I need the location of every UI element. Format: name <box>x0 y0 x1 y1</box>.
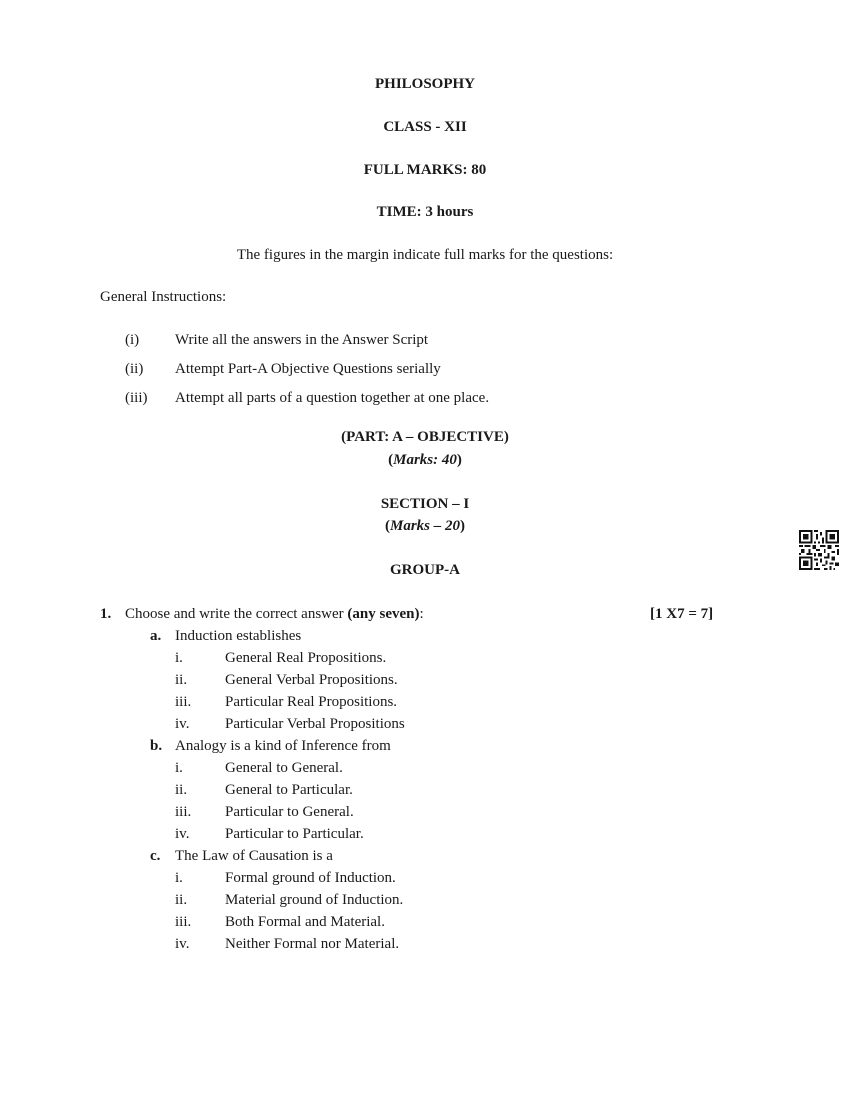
subject-title: PHILOSOPHY <box>374 76 475 92</box>
time-allowed: TIME: 3 hours <box>376 204 474 220</box>
instructions-heading: General Instructions: <box>100 289 227 305</box>
option-number: iv. <box>175 936 190 952</box>
instruction-text: Attempt Part-A Objective Questions serially <box>175 361 441 377</box>
option-number: i. <box>175 650 183 666</box>
question-part-label: a. <box>150 628 162 644</box>
option-number: i. <box>175 760 183 776</box>
full-marks: FULL MARKS: 80 <box>363 162 487 178</box>
question-marks: [1 X7 = 7] <box>650 606 714 622</box>
option-number: iv. <box>175 716 190 732</box>
group-title: GROUP-A <box>390 562 460 578</box>
question-number: 1. <box>100 606 112 622</box>
question-part-stem: The Law of Causation is a <box>175 848 333 864</box>
part-title: (PART: A – OBJECTIVE) <box>341 429 509 445</box>
class-title: CLASS - XII <box>383 119 467 135</box>
qr-code-icon <box>799 530 839 570</box>
option-number: iv. <box>175 826 190 842</box>
option-text: Particular to Particular. <box>225 826 364 842</box>
question-prompt: Choose and write the correct answer (any seven): <box>125 606 424 622</box>
section-marks: (Marks – 20) <box>384 518 465 534</box>
margin-note: The figures in the margin indicate full marks for the questions: <box>236 247 614 263</box>
question-part-stem: Analogy is a kind of Inference from <box>175 738 391 754</box>
question-part-stem: Induction establishes <box>175 628 302 644</box>
question-part-label: b. <box>150 738 163 754</box>
option-text: Particular Real Propositions. <box>225 694 398 710</box>
section-title: SECTION – I <box>380 496 470 512</box>
option-text: General Verbal Propositions. <box>225 672 398 688</box>
option-text: Formal ground of Induction. <box>225 870 396 886</box>
instruction-number: (iii) <box>125 390 148 406</box>
option-text: Material ground of Induction. <box>225 892 404 908</box>
question-part-label: c. <box>150 848 161 864</box>
option-text: General Real Propositions. <box>225 650 387 666</box>
option-number: ii. <box>175 672 188 688</box>
option-text: Particular to General. <box>225 804 354 820</box>
instruction-number: (i) <box>125 332 140 348</box>
instruction-number: (ii) <box>125 361 144 377</box>
instruction-text: Attempt all parts of a question together at one place. <box>175 390 490 406</box>
option-text: General to General. <box>225 760 343 776</box>
option-number: i. <box>175 870 183 886</box>
option-number: ii. <box>175 892 188 908</box>
option-text: Both Formal and Material. <box>225 914 385 930</box>
instruction-text: Write all the answers in the Answer Script <box>175 332 429 348</box>
option-number: iii. <box>175 694 192 710</box>
option-text: Neither Formal nor Material. <box>225 936 400 952</box>
part-marks: (Marks: 40) <box>388 452 462 468</box>
option-text: Particular Verbal Propositions <box>225 716 405 732</box>
option-text: General to Particular. <box>225 782 353 798</box>
option-number: ii. <box>175 782 188 798</box>
option-number: iii. <box>175 914 192 930</box>
option-number: iii. <box>175 804 192 820</box>
